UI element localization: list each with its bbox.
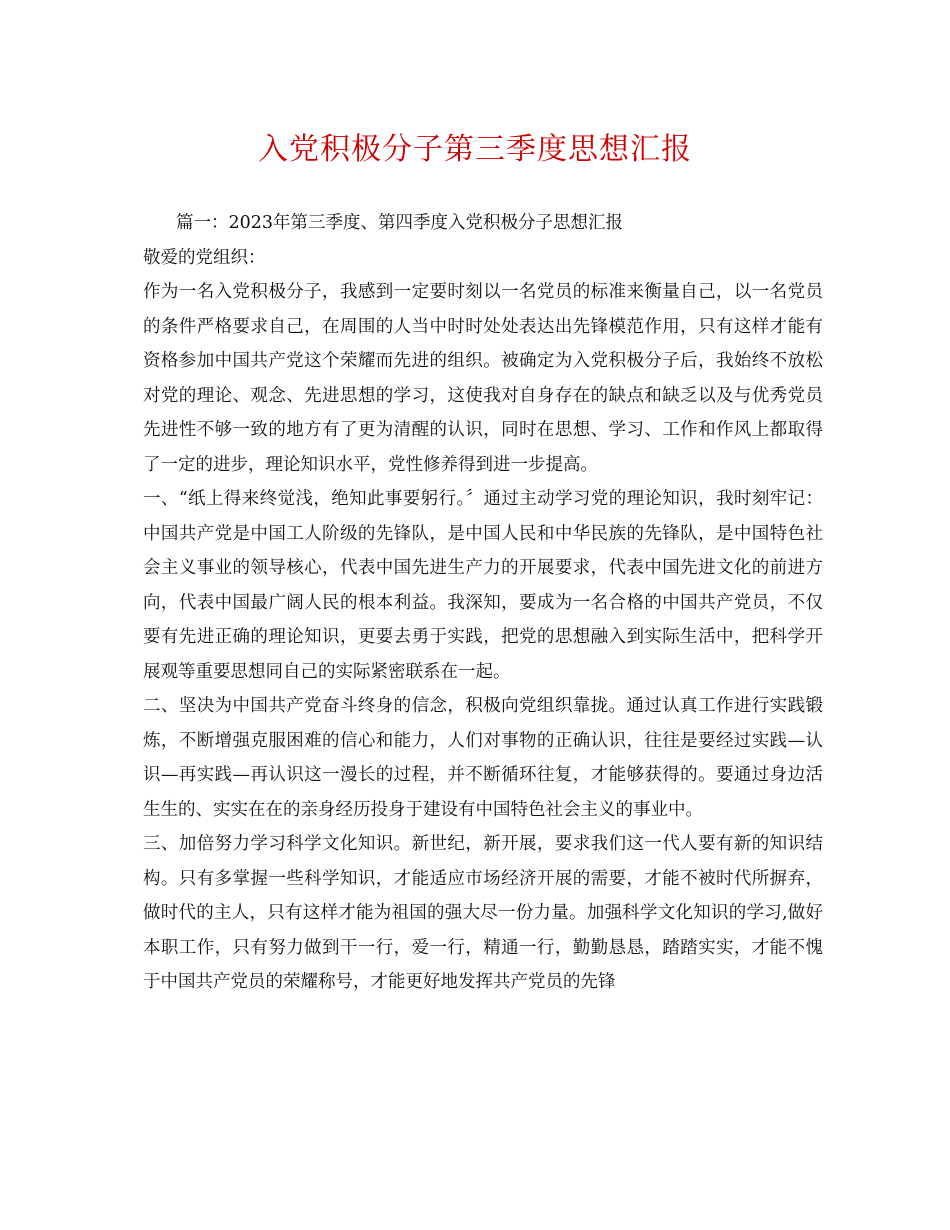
salutation: 敬爱的党组织： xyxy=(143,247,266,268)
paragraph-point-one: 一、“纸上得来终觉浅，绝知此事要躬行。〞通过主动学习党的理论知识，我时刻牢记：中国共产党是中国工人阶级的先锋队，是中国人民和中华民族的先锋队，是中国特色社会主义事业的领导核心，代表中国先进生产力的开展要求，代表中国先进文化的前进方向，代表中国最广阔人民的根本利益。我深知，要成为一名合格的中国共产党员，不仅要有先进正确的理论知识，更要去勇于实践，把党的思想融入到实际生活中，把科学开展观等重要思想同自己的实际紧密联系在一起。 xyxy=(143,489,823,682)
paragraph-point-two: 二、坚决为中国共产党奋斗终身的信念，积极向党组织靠拢。通过认真工作进行实践锻炼，不断增强克服困难的信心和能力，人们对事物的正确认识，往往是要经过实践—认识—再实践—再认识这一漫长的过程，并不断循环往复，才能够获得的。要通过身边活生生的、实实在在的亲身经历投身于建设有中国特色社会主义的事业中。 xyxy=(143,696,823,820)
paragraph-point-three: 三、加倍努力学习科学文化知识。新世纪，新开展，要求我们这一代人要有新的知识结构。只有多掌握一些科学知识，才能适应市场经济开展的需要，才能不被时代所摒弃，做时代的主人，只有这样才能为祖国的强大尽一份力量。加强科学文化知识的学习,做好本职工作，只有努力做到干一行，爱一行，精通一行，勤勤恳恳，踏踏实实，才能不愧于中国共产党员的荣耀称号，才能更好地发挥共产党员的先锋 xyxy=(143,834,823,992)
document-subtitle: 篇一：2023年第三季度、第四季度入党积极分子思想汇报 xyxy=(176,213,624,233)
paragraph-intro: 作为一名入党积极分子，我感到一定要时刻以一名党员的标准来衡量自己，以一名党员的条件严格要求自己，在周围的人当中时时处处表达出先锋模范作用，只有这样才能有资格参加中国共产党这个荣耀而先进的组织。被确定为入党积极分子后，我始终不放松对党的理论、观念、先进思想的学习，这使我对自身存在的缺点和缺乏以及与优秀党员先进性不够一致的地方有了更为清醒的认识，同时在思想、学习、工作和作风上都取得了一定的进步，理论知识水平，党性修养得到进一步提高。 xyxy=(143,282,823,475)
document-body xyxy=(143,206,823,1000)
document-title: 入党积极分子第三季度思想汇报 xyxy=(258,132,692,167)
